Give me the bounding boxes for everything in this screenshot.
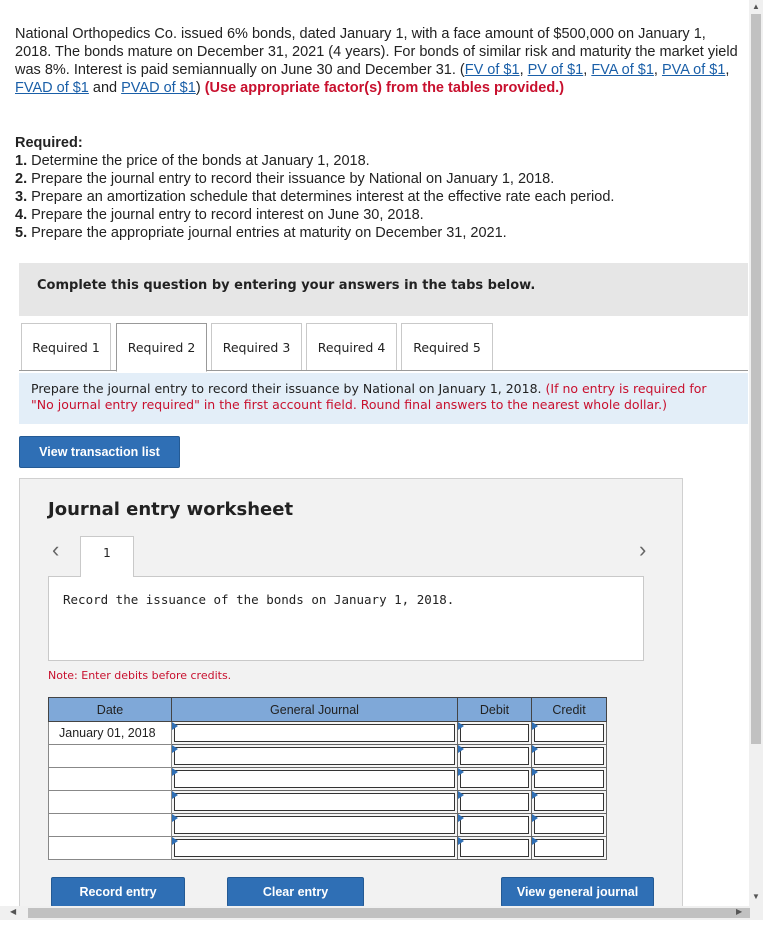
journal-table	[48, 697, 607, 860]
credit-input[interactable]	[532, 837, 607, 860]
factor-tables-note: (Use appropriate factor(s) from the tables provided.)	[204, 80, 565, 96]
horizontal-scrollbar[interactable]	[0, 906, 763, 920]
column-date: Date	[49, 698, 172, 722]
credit-input[interactable]	[532, 745, 607, 768]
debit-input[interactable]	[458, 791, 532, 814]
complete-prompt: Complete this question by entering your answers in the tabs below.	[37, 278, 536, 293]
vertical-scroll-thumb[interactable]	[751, 14, 761, 744]
link-pvad-of-1[interactable]: PVAD of $1	[121, 80, 196, 96]
problem-statement: National Orthopedics Co. issued 6% bonds, dated January 1, with a face amount of $500,000 on January 1, 2018. The bonds mature on December 31, 2021 (4 years). For bonds of similar risk and maturity the market yield was 8%. Interest is paid semiannually on June 30 and December 31. (FV of $1, PV of $1, FVA of $1, PVA of $1, FVAD of $1 and PVAD of $1) (Use appropriate factor(s) from the tables provided.)	[15, 26, 738, 96]
required-item-5: 5. Prepare the appropriate journal entries at maturity on December 31, 2021.	[15, 225, 507, 241]
tab-instruction: Prepare the journal entry to record their issuance by National on January 1, 2018. (If no entry is required for "No journal entry required" in the first account field. Round final answers to the nearest whole dollar.)	[19, 373, 748, 424]
required-item-3: 3. Prepare an amortization schedule that determines interest at the effective rate each period.	[15, 189, 615, 205]
link-fva-of-1[interactable]: FVA of $1	[591, 62, 654, 78]
table-row	[49, 768, 607, 791]
required-item-2: 2. Prepare the journal entry to record their issuance by National on January 1, 2018.	[15, 171, 555, 187]
credit-input[interactable]	[532, 722, 607, 745]
tab-required-2[interactable]: Required 2	[116, 323, 207, 372]
row-date	[49, 814, 172, 837]
entry-page-tab[interactable]: 1	[80, 536, 134, 577]
row-date	[49, 768, 172, 791]
debit-input[interactable]	[458, 814, 532, 837]
column-credit: Credit	[532, 698, 607, 722]
tab-required-5[interactable]: Required 5	[401, 323, 493, 371]
scroll-down-arrow-icon[interactable]: ▼	[752, 892, 760, 901]
account-input[interactable]	[172, 722, 458, 745]
credit-input[interactable]	[532, 791, 607, 814]
debit-input[interactable]	[458, 837, 532, 860]
account-input[interactable]	[172, 768, 458, 791]
column-general-journal: General Journal	[172, 698, 458, 722]
vertical-scrollbar[interactable]	[749, 0, 763, 906]
table-row	[49, 745, 607, 768]
account-input[interactable]	[172, 837, 458, 860]
chevron-right-icon[interactable]: ›	[639, 537, 647, 562]
tab-required-3[interactable]: Required 3	[211, 323, 302, 371]
table-row	[49, 814, 607, 837]
record-entry-button[interactable]: Record entry	[51, 877, 185, 907]
view-general-journal-button[interactable]: View general journal	[501, 877, 654, 907]
required-item-4: 4. Prepare the journal entry to record interest on June 30, 2018.	[15, 207, 424, 223]
row-date	[49, 837, 172, 860]
link-pva-of-1[interactable]: PVA of $1	[661, 62, 726, 78]
account-input[interactable]	[172, 791, 458, 814]
required-tabs	[21, 323, 748, 371]
credit-input[interactable]	[532, 768, 607, 791]
view-transaction-list-button[interactable]: View transaction list	[19, 436, 180, 468]
worksheet-title: Journal entry worksheet	[48, 499, 294, 520]
entry-description: Record the issuance of the bonds on January 1, 2018.	[63, 592, 455, 607]
problem-text: National Orthopedics Co. issued 6% bonds, dated January 1, with a face amount of $500,000 on January 1, 2018. The bonds mature on December 31, 2021 (4 years). For bonds of similar risk and maturity the market yield was 8%. Interest is paid semiannually on June 30 and December 31. (	[15, 26, 738, 78]
table-row	[49, 722, 607, 745]
row-date	[49, 745, 172, 768]
complete-prompt-box	[19, 263, 748, 316]
required-list	[15, 134, 740, 242]
table-row	[49, 837, 607, 860]
link-pv-of-1[interactable]: PV of $1	[527, 62, 584, 78]
column-debit: Debit	[458, 698, 532, 722]
table-row	[49, 791, 607, 814]
debit-input[interactable]	[458, 722, 532, 745]
debit-input[interactable]	[458, 745, 532, 768]
clear-entry-button[interactable]: Clear entry	[227, 877, 364, 907]
journal-entry-worksheet	[19, 478, 683, 918]
tab-required-4[interactable]: Required 4	[306, 323, 397, 371]
required-item-1: 1. Determine the price of the bonds at January 1, 2018.	[15, 153, 370, 169]
chevron-left-icon[interactable]: ‹	[52, 537, 60, 562]
horizontal-scroll-thumb[interactable]	[28, 908, 750, 918]
required-heading: Required:	[15, 135, 83, 151]
debit-input[interactable]	[458, 768, 532, 791]
account-input[interactable]	[172, 745, 458, 768]
scroll-right-arrow-icon[interactable]: ▶	[736, 907, 743, 916]
link-fvad-of-1[interactable]: FVAD of $1	[15, 80, 89, 96]
row-date: January 01, 2018	[49, 722, 172, 745]
account-input[interactable]	[172, 814, 458, 837]
link-fv-of-1[interactable]: FV of $1	[464, 62, 520, 78]
row-date	[49, 791, 172, 814]
tab-required-1[interactable]: Required 1	[21, 323, 111, 371]
debits-note: Note: Enter debits before credits.	[48, 669, 232, 682]
entry-description-box	[48, 576, 644, 661]
credit-input[interactable]	[532, 814, 607, 837]
scroll-left-arrow-icon[interactable]: ◀	[10, 907, 17, 916]
scroll-up-arrow-icon[interactable]: ▲	[752, 2, 760, 11]
